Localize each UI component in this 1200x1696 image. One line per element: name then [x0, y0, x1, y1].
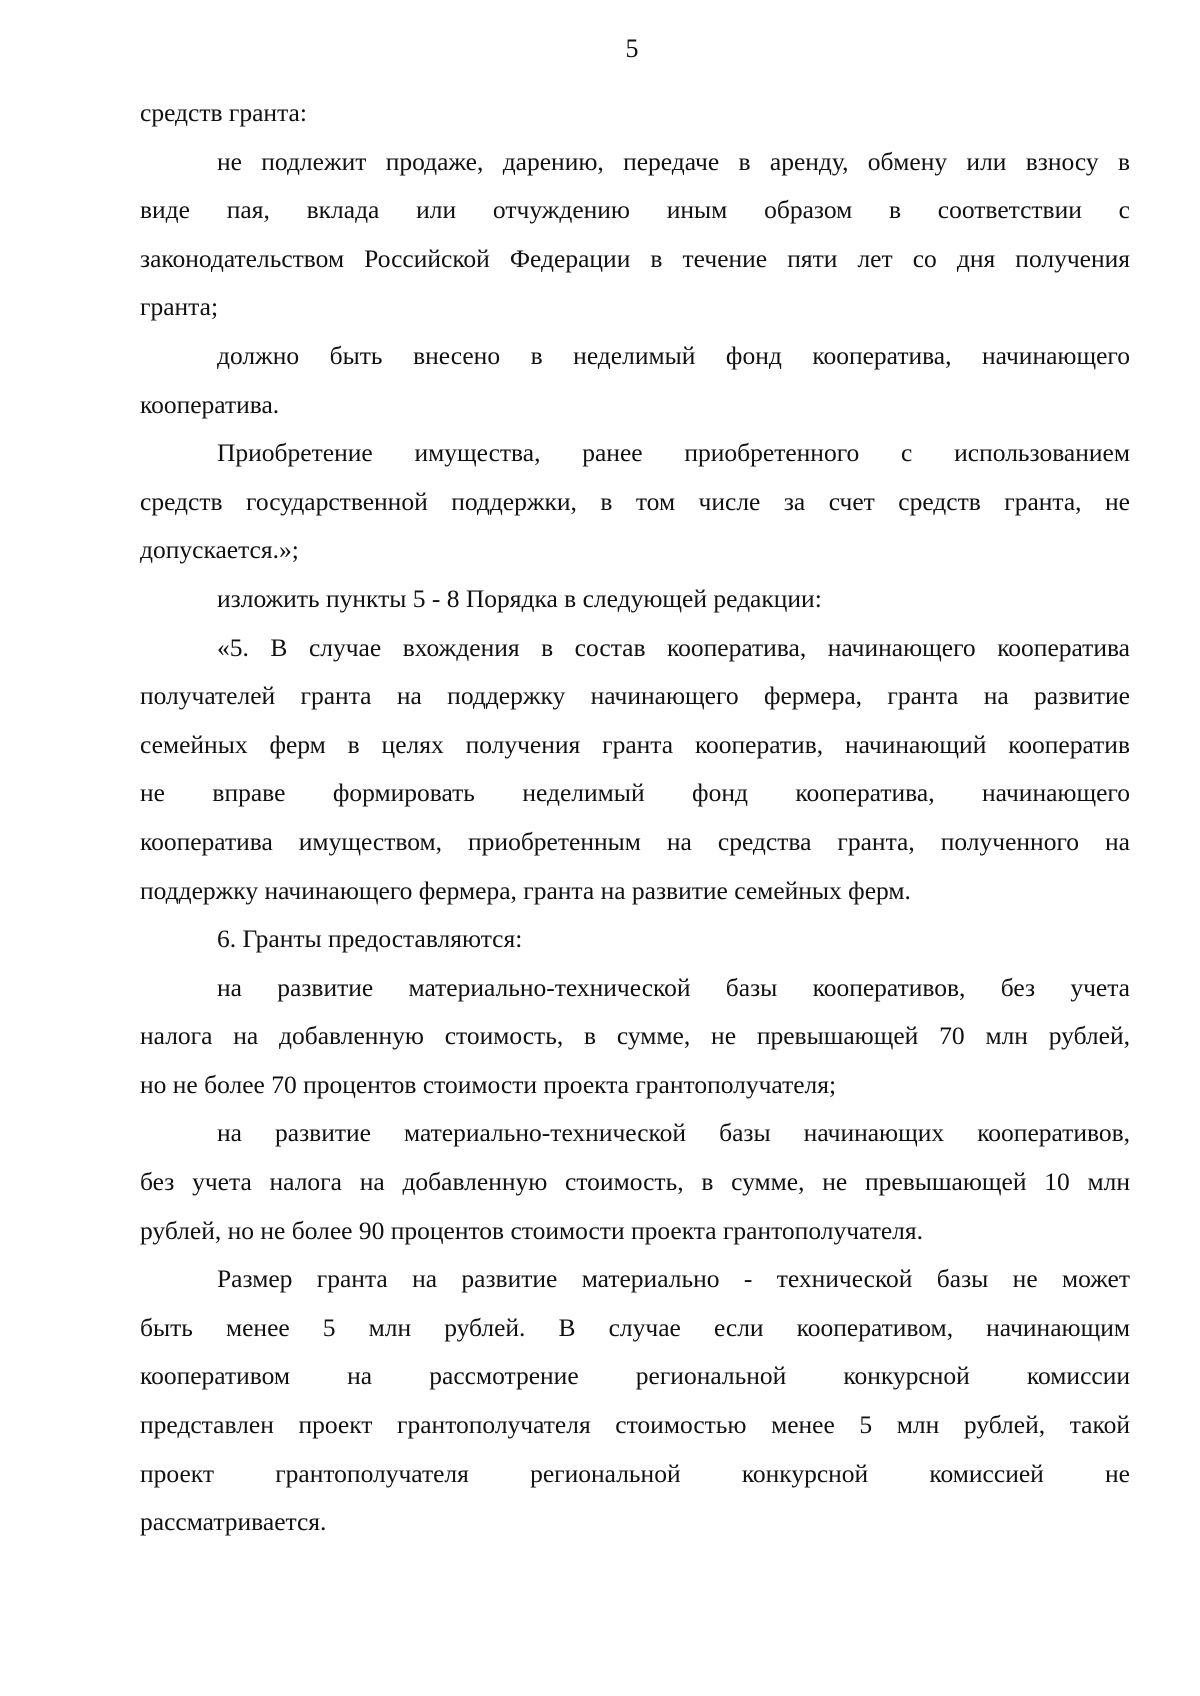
- text-line: представлен проект грантополучателя стоимостью менее 5 млн рублей, такой: [140, 1410, 1130, 1440]
- text-line: налога на добавленную стоимость, в сумме, не превышающей 70 млн рублей,: [140, 1021, 1130, 1051]
- text-line: допускается.»;: [140, 535, 299, 565]
- text-line: проект грантополучателя региональной конкурсной комиссией не: [140, 1458, 1130, 1488]
- text-line: «5. В случае вхождения в состав кооператива, начинающего кооператива: [217, 632, 1130, 662]
- paragraph: [140, 1109, 1130, 1255]
- text-line: рассматривается.: [140, 1507, 327, 1537]
- text-line: поддержку начинающего фермера, гранта на развитие семейных ферм.: [140, 875, 911, 905]
- text-line: рублей, но не более 90 процентов стоимости проекта грантополучателя.: [140, 1215, 923, 1245]
- paragraph: [140, 624, 1130, 916]
- text-line: должно быть внесено в неделимый фонд кооператива, начинающего: [217, 340, 1130, 370]
- text-line: но не более 70 процентов стоимости проекта грантополучателя;: [140, 1069, 837, 1099]
- paragraph: [140, 964, 1130, 1110]
- text-line: средств государственной поддержки, в том числе за счет средств гранта, не: [140, 486, 1130, 516]
- text-line: Приобретение имущества, ранее приобретенного с использованием: [217, 438, 1130, 468]
- text-line: быть менее 5 млн рублей. В случае если кооперативом, начинающим: [140, 1312, 1130, 1342]
- text-line: виде пая, вклада или отчуждению иным образом в соответствии с: [140, 195, 1130, 225]
- text-line: гранта;: [140, 292, 219, 322]
- paragraph: [140, 138, 1130, 332]
- paragraph: [140, 915, 1130, 964]
- text-line: получателей гранта на поддержку начинающего фермера, гранта на развитие: [140, 681, 1130, 711]
- paragraph: [140, 332, 1130, 429]
- text-line: не подлежит продаже, дарению, передаче в аренду, обмену или взносу в: [217, 146, 1130, 176]
- text-line: семейных ферм в целях получения гранта кооператив, начинающий кооператив: [140, 729, 1130, 759]
- text-line: кооператива имуществом, приобретенным на средства гранта, полученного на: [140, 826, 1130, 856]
- paragraph: [140, 429, 1130, 575]
- text-line: не вправе формировать неделимый фонд кооператива, начинающего: [140, 778, 1130, 808]
- text-line: на развитие материально-технической базы начинающих кооперативов,: [217, 1118, 1130, 1148]
- text-line: средств гранта:: [140, 98, 307, 127]
- text-line: изложить пункты 5 - 8 Порядка в следующей редакции:: [217, 583, 822, 613]
- text-line: кооперативом на рассмотрение региональной конкурсной комиссии: [140, 1361, 1130, 1391]
- paragraph: [140, 1255, 1130, 1547]
- page-number: 5: [625, 34, 639, 63]
- text-line: без учета налога на добавленную стоимость, в сумме, не превышающей 10 млн: [140, 1167, 1130, 1197]
- paragraph: [140, 89, 1130, 138]
- text-line: на развитие материально-технической базы кооперативов, без учета: [217, 972, 1130, 1002]
- text-line: Размер гранта на развитие материально - технической базы не может: [217, 1264, 1130, 1294]
- paragraph: [140, 575, 1130, 624]
- text-line: кооператива.: [140, 389, 280, 419]
- document-body: [140, 89, 1130, 1547]
- text-line: законодательством Российской Федерации в течение пяти лет со дня получения: [140, 243, 1130, 273]
- text-line: 6. Гранты предоставляются:: [217, 924, 523, 954]
